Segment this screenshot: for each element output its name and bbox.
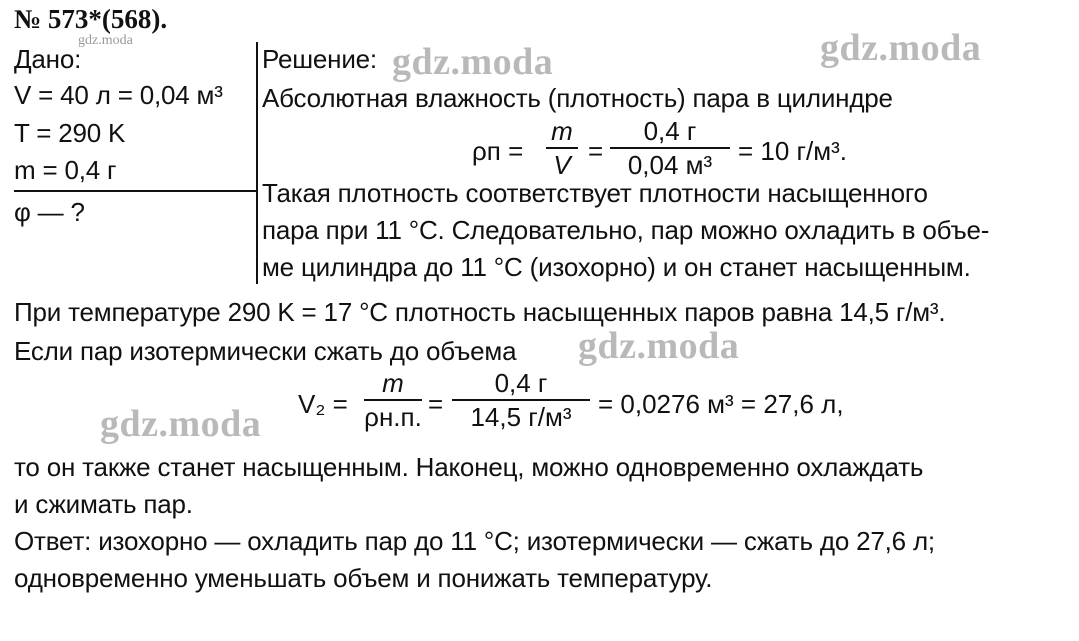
v2-fraction-1 — [364, 368, 422, 432]
watermark-2: gdz.moda — [820, 27, 982, 69]
rho-result: = 10 г/м³. — [738, 136, 848, 166]
v2-lhs: V₂ = — [298, 389, 348, 419]
solution-label: Решение: — [262, 44, 377, 74]
given-label: Дано: — [14, 44, 82, 74]
rho-fraction-2 — [610, 116, 730, 180]
v2-frac2-den: 14,5 г/м³ — [470, 402, 572, 432]
watermark-1: gdz.moda — [392, 41, 554, 83]
answer-line-1: Ответ: изохорно — охладить пар до 11 °С; изотермически — сжать до 27,6 л; — [14, 526, 935, 556]
rho-frac1-den: V — [553, 150, 571, 180]
temperature-line: При температуре 290 K = 17 °С плотность насыщенных паров равна 14,5 г/м³. — [14, 297, 946, 327]
problem-title: № 573*(568). — [14, 4, 168, 34]
v2-frac1-den: ρн.п. — [364, 402, 422, 432]
para1-line-2: пара при 11 °С. Следовательно, пар можно охладить в объе- — [262, 215, 990, 245]
fraction-bar — [610, 147, 730, 149]
given-solution-divider — [256, 42, 258, 284]
solution-line-1: Абсолютная влажность (плотность) пара в цилиндре — [262, 83, 893, 113]
given-mass: m = 0,4 г — [14, 155, 117, 185]
rho-fraction-1 — [546, 116, 578, 180]
v2-result: = 0,0276 м³ = 27,6 л, — [598, 389, 844, 419]
given-temperature: T = 290 K — [14, 118, 126, 148]
answer-line-2: одновременно уменьшать объем и понижать температуру. — [14, 563, 713, 593]
rho-equals: = — [588, 136, 604, 166]
watermark-small: gdz.moda — [78, 33, 133, 48]
watermark-4: gdz.moda — [100, 403, 262, 445]
v2-equals: = — [428, 389, 444, 419]
para1-line-1: Такая плотность соответствует плотности насыщенного — [262, 178, 928, 208]
rho-frac1-num: m — [551, 116, 573, 146]
rho-lhs: ρп = — [472, 136, 524, 166]
rho-frac2-den: 0,04 м³ — [627, 150, 713, 180]
para2-line-2: и сжимать пар. — [14, 489, 193, 519]
v2-frac2-num: 0,4 г — [494, 368, 548, 398]
given-divider — [14, 190, 256, 192]
rho-frac2-num: 0,4 г — [643, 116, 697, 146]
fraction-bar — [452, 399, 590, 401]
para2-line-1: то он также станет насыщенным. Наконец, можно одновременно охлаждать — [14, 452, 924, 482]
given-find: φ — ? — [14, 197, 85, 227]
isothermal-line: Если пар изотермически сжать до объема — [14, 336, 517, 366]
v2-frac1-num: m — [382, 368, 404, 398]
fraction-bar — [364, 399, 422, 401]
para1-line-3: ме цилиндра до 11 °С (изохорно) и он станет насыщенным. — [262, 252, 971, 282]
fraction-bar — [546, 147, 578, 149]
given-volume: V = 40 л = 0,04 м³ — [14, 80, 223, 110]
watermark-3: gdz.moda — [578, 325, 740, 367]
v2-fraction-2 — [452, 368, 590, 432]
